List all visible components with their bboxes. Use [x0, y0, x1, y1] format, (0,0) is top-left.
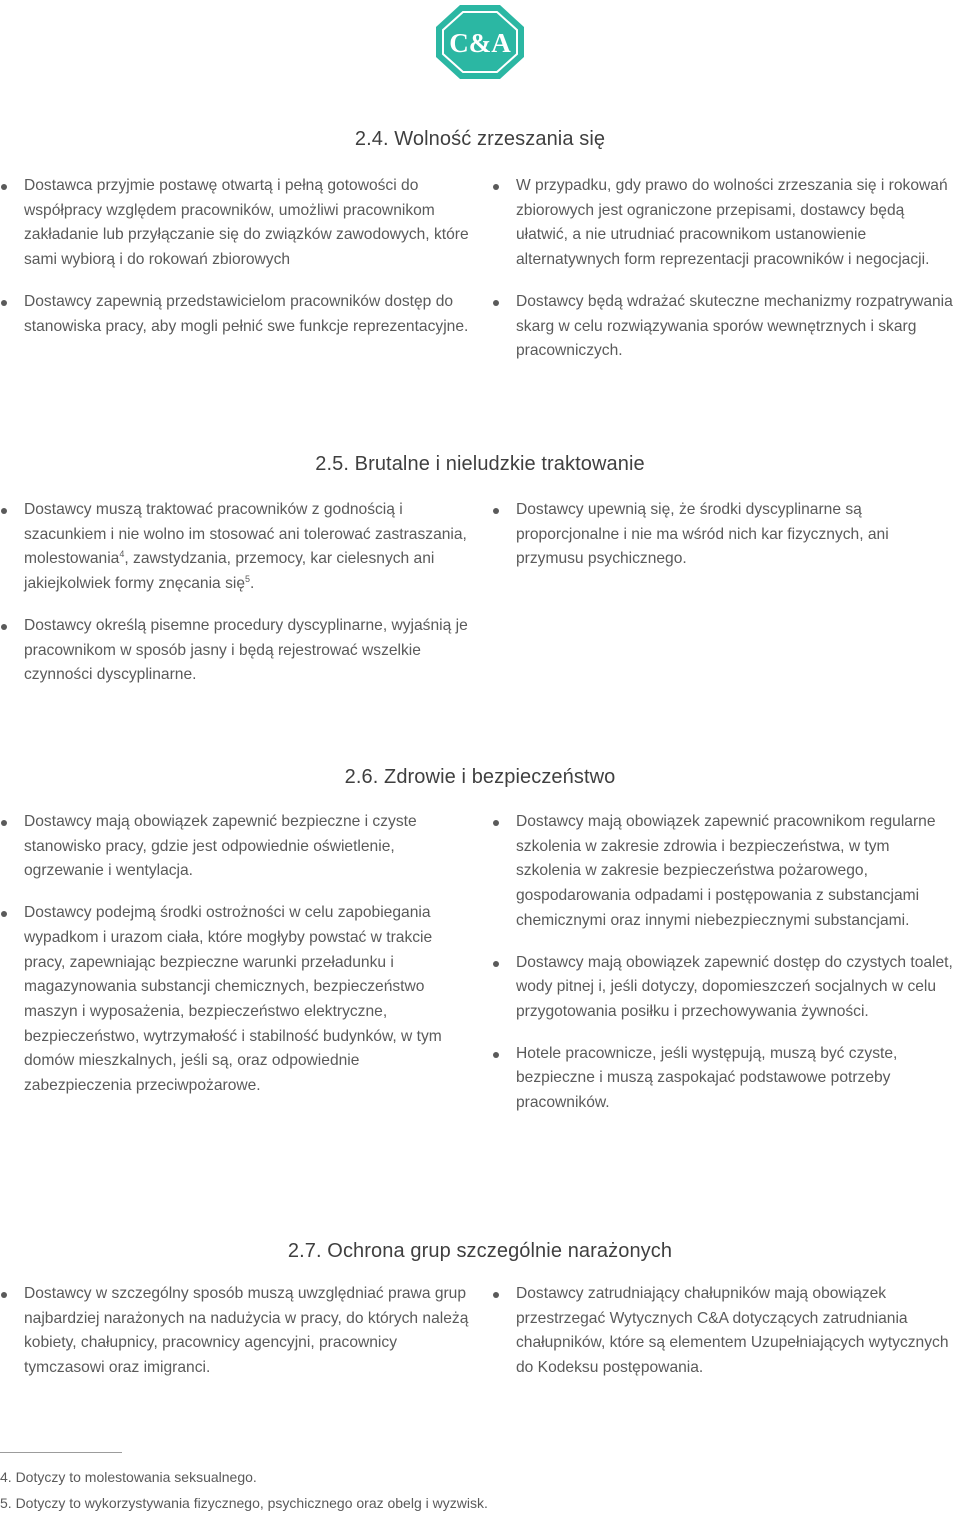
- list-item: Dostawcy zatrudniający chałupników mają obowiązek przestrzegać Wytycznych C&A dotyczących zatrudniania chałupników, które są elementem Uzupełniających wytycznych do Kodeksu postępowania.: [492, 1282, 954, 1381]
- list-item: Dostawca przyjmie postawę otwartą i pełną gotowości do współpracy względem pracowników, umożliwi pracownikom zakładanie lub przyłączanie się do związków zawodowych, które sami wybiorą i do rokowań zbiorowych: [0, 174, 470, 273]
- section-title-2-4: 2.4. Wolność zrzeszania się: [354, 128, 606, 150]
- ca-logo-text: C&A: [449, 28, 511, 58]
- list-item-text: Dostawcy muszą traktować pracowników z godnością i szacunkiem i nie wolno im stosować ani tolerować zastraszania, molestowania: [24, 501, 467, 568]
- footnotes: [0, 1464, 488, 1516]
- footnote-divider: [0, 1452, 122, 1453]
- list-item: Dostawcy będą wdrażać skuteczne mechanizmy rozpatrywania skarg w celu rozwiązywania sporów wewnętrznych i skarg pracowniczych.: [492, 290, 954, 364]
- list-item: Dostawcy określą pisemne procedury dyscyplinarne, wyjaśnią je pracownikom w sposób jasny i będą rejestrować wszelkie czynności dyscyplinarne.: [0, 614, 470, 688]
- list-item-text: .: [250, 575, 255, 593]
- section-2-4-left: [0, 174, 470, 339]
- list-item: Dostawcy mają obowiązek zapewnić pracownikom regularne szkolenia w zakresie zdrowia i bezpieczeństwa, w tym szkolenia w zakresie bezpieczeństwa pożarowego, gospodarowania odpadami i postępowania z substancjami chemicznymi oraz innymi niebezpiecznymi substancjami.: [492, 810, 954, 934]
- list-item: [0, 498, 470, 597]
- list-item: Dostawcy upewnią się, że środki dyscyplinarne są proporcjonalne i nie ma wśród nich kar fizycznych, ani przymusu psychicznego.: [492, 498, 954, 572]
- section-title-2-7: 2.7. Ochrona grup szczególnie narażonych: [287, 1240, 673, 1262]
- ca-logo-mark: [430, 2, 530, 82]
- section-2-7-right: [492, 1282, 954, 1381]
- section-2-6-left: [0, 810, 470, 1099]
- list-item: Dostawcy mają obowiązek zapewnić dostęp do czystych toalet, wody pitnej i, jeśli dotyczy, dopomieszczeń socjalnych w celu przygotowania posiłku i przechowywania żywności.: [492, 951, 954, 1025]
- footnote: 5. Dotyczy to wykorzystywania fizycznego, psychicznego oraz obelg i wyzwisk.: [0, 1495, 488, 1511]
- section-title-2-5: 2.5. Brutalne i nieludzkie traktowanie: [315, 453, 645, 475]
- list-item: W przypadku, gdy prawo do wolności zrzeszania się i rokowań zbiorowych jest ograniczone przepisami, dostawcy będą ułatwić, a nie utrudniać pracownikom ustanowienie alternatywnych form reprezentacji pracowników i negocjacji.: [492, 174, 954, 273]
- list-item: Dostawcy mają obowiązek zapewnić bezpieczne i czyste stanowisko pracy, gdzie jest odpowiednie oświetlenie, ogrzewanie i wentylacja.: [0, 810, 470, 884]
- section-title-2-6: 2.6. Zdrowie i bezpieczeństwo: [344, 766, 616, 788]
- footnote-ref: 4: [119, 549, 125, 560]
- list-item: Hotele pracownicze, jeśli występują, muszą być czyste, bezpieczne i muszą zaspokajać podstawowe potrzeby pracowników.: [492, 1042, 954, 1116]
- list-item-text: , zawstydzania, przemocy, kar cielesnych ani jakiejkolwiek formy znęcania się: [24, 550, 435, 593]
- footnote-ref: 5: [245, 574, 251, 585]
- section-2-7-left: [0, 1282, 470, 1381]
- list-item: Dostawcy zapewnią przedstawicielom pracowników dostęp do stanowiska pracy, aby mogli pełnić swe funkcje reprezentacyjne.: [0, 290, 470, 339]
- section-2-5-left: [0, 498, 470, 688]
- list-item: Dostawcy w szczególny sposób muszą uwzględniać prawa grup najbardziej narażonych na nadużycia w pracy, do których należą kobiety, chałupnicy, pracownicy agencyjni, pracownicy tymczasowi oraz imigranci.: [0, 1282, 470, 1381]
- ca-logo: [430, 2, 530, 82]
- list-item: Dostawcy podejmą środki ostrożności w celu zapobiegania wypadkom i urazom ciała, które mogłyby powstać w trakcie pracy, zapewniając bezpieczne warunki przeładunku i magazynowania substancji chemicznych, bezpieczeństwo maszyn i wyposażenia, bezpieczeństwo elektryczne, bezpieczeństwo, wytrzymałość i stabilność budynków, w tym domów mieszkalnych, jeśli są, oraz odpowiednie zabezpieczenia przeciwpożarowe.: [0, 901, 470, 1099]
- section-2-5-right: [492, 498, 954, 572]
- section-2-4-right: [492, 174, 954, 364]
- section-2-6-right: [492, 810, 954, 1116]
- footnote: 4. Dotyczy to molestowania seksualnego.: [0, 1469, 257, 1485]
